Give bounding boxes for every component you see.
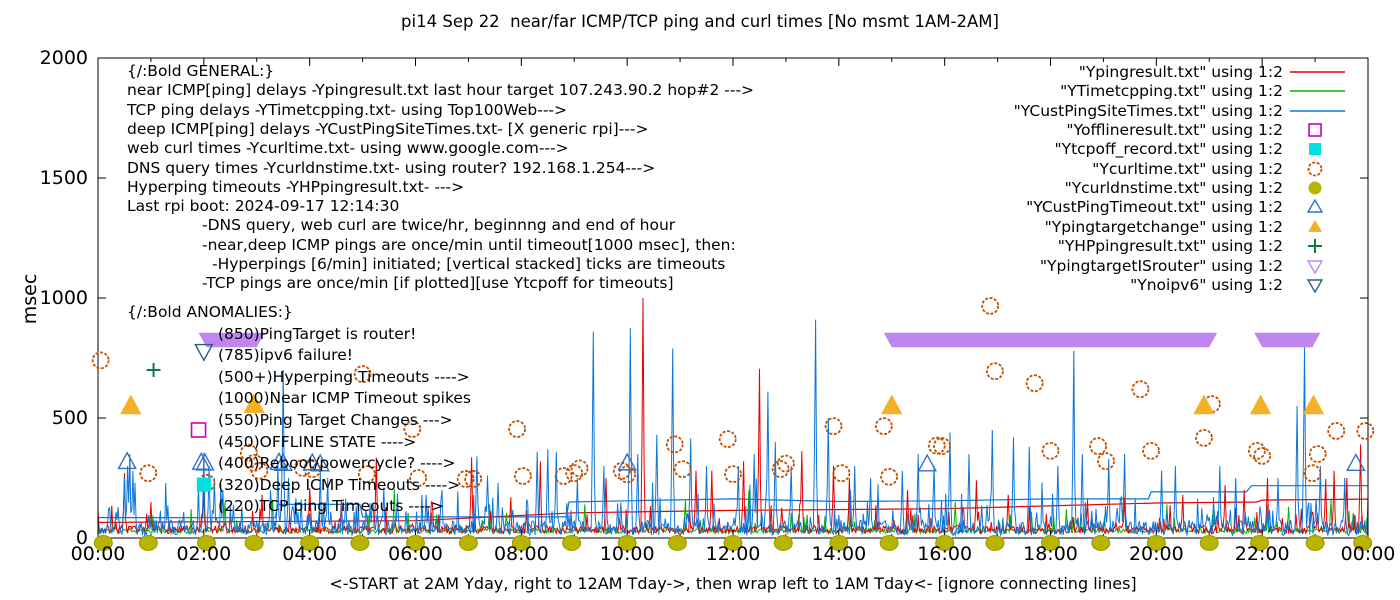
marker-curl-time	[1249, 443, 1265, 459]
marker-dns-time	[1200, 536, 1218, 551]
general-note-line: deep ICMP[ping] delays -YCustPingSiteTimes.txt- [X generic rpi]--->	[127, 119, 649, 138]
marker-tcp-timeout	[197, 478, 211, 492]
marker-dns-time	[880, 536, 898, 551]
marker-curl-time	[720, 431, 736, 447]
y-tick-label: 1000	[39, 287, 88, 309]
marker-dns-time	[459, 536, 477, 551]
marker-ping-target-change	[1304, 396, 1323, 414]
legend-label: "YpingtargetISrouter" using 1:2	[1039, 256, 1283, 275]
general-note-line: Last rpi boot: 2024-09-17 12:14:30	[127, 197, 400, 216]
x-tick-label: 22:00	[1234, 543, 1290, 565]
legend-glyph-filled-square	[1288, 139, 1350, 159]
marker-curl-time	[515, 468, 531, 484]
marker-dns-time	[563, 536, 581, 551]
y-tick-label: 500	[51, 407, 88, 429]
legend-label: "Ycurldnstime.txt" using 1:2	[1064, 179, 1283, 198]
marker-curl-time	[1196, 430, 1212, 446]
x-tick-label: 04:00	[282, 543, 338, 565]
anomaly-note-line: (400)Reboot/powercycle? ---->	[218, 454, 456, 473]
general-note-line: {/:Bold GENERAL:}	[127, 62, 275, 80]
legend-label: "YHPpingresult.txt" using 1:2	[1057, 237, 1283, 256]
marker-curl-time	[1132, 381, 1148, 397]
x-tick-label: 02:00	[176, 543, 232, 565]
band-pingtarget-is-router	[1254, 333, 1320, 347]
marker-curl-time	[93, 352, 109, 368]
legend-label: "YCustPingTimeout.txt" using 1:2	[1026, 198, 1283, 217]
marker-curl-time	[881, 469, 897, 485]
marker-deep-icmp-timeout	[919, 455, 936, 471]
marker-curl-time	[1310, 446, 1326, 462]
marker-curl-time	[1043, 443, 1059, 459]
general-note-line: -Hyperpings [6/min] initiated; [vertical stacked] ticks are timeouts	[212, 255, 726, 273]
legend-glyph-plus	[1288, 236, 1350, 256]
marker-curl-time	[509, 421, 525, 437]
legend-glyph-open-triangle-down	[1288, 256, 1350, 276]
marker-curl-time	[140, 465, 156, 481]
anomaly-note-line: (1000)Near ICMP Timeout spikes	[218, 389, 472, 408]
marker-ping-target-change	[121, 396, 140, 414]
anomaly-note-line: (220)TCP ping Timeouts ---->	[218, 497, 444, 516]
x-axis-label: <-START at 2AM Yday, right to 12AM Tday->, then wrap left to 1AM Tday<- [ignore connecting lines]	[329, 574, 1137, 593]
band-pingtarget-is-router	[884, 333, 1217, 347]
legend-glyph-filled-circle	[1288, 178, 1350, 198]
marker-ping-target-change	[1251, 396, 1270, 414]
anomaly-note-line: {/:Bold ANOMALIES:}	[127, 303, 293, 321]
x-tick-label: 12:00	[705, 543, 761, 565]
legend-glyph-open-triangle-down	[1288, 275, 1350, 295]
y-tick-label: 0	[75, 527, 88, 549]
general-note-line: near ICMP[ping] delays -Ypingresult.txt last hour target 107.243.90.2 hop#2 --->	[127, 81, 755, 100]
legend-label: "Ypingresult.txt" using 1:2	[1078, 63, 1283, 81]
legend-label: "Ycurltime.txt" using 1:2	[1092, 159, 1283, 178]
marker-dns-time	[351, 536, 369, 551]
marker-curl-time	[667, 436, 683, 452]
marker-dns-time	[1306, 536, 1324, 551]
marker-dns-time	[1092, 536, 1110, 551]
x-tick-label: 00:00	[70, 543, 126, 565]
general-note-line: web curl times -Ycurltime.txt- using www.google.com--->	[127, 139, 569, 158]
marker-curl-time	[1098, 453, 1114, 469]
marker-curl-time	[1090, 438, 1106, 454]
general-note-line: -near,deep ICMP pings are once/min until timeout[1000 msec], then:	[202, 235, 736, 254]
y-tick-label: 1500	[39, 167, 88, 189]
general-note-line: TCP ping delays -YTimetcpping.txt- using Top100Web--->	[127, 100, 568, 119]
anomaly-note-line: (550)Ping Target Changes --->	[218, 411, 453, 429]
chart-title: pi14 Sep 22 near/far ICMP/TCP ping and curl times [No msmt 1AM-2AM]	[401, 12, 999, 31]
legend-glyph-open-circle	[1288, 159, 1350, 179]
anomaly-note-line: (850)PingTarget is router!	[218, 324, 417, 343]
marker-curl-time	[1143, 443, 1159, 459]
legend-label: "YCustPingSiteTimes.txt" using 1:2	[1013, 101, 1283, 120]
legend-glyph-filled-triangle-up	[1288, 217, 1350, 237]
x-tick-label: 18:00	[1023, 543, 1078, 565]
marker-dns-time	[245, 536, 263, 551]
x-tick-label: 10:00	[599, 543, 655, 565]
legend-glyph-line	[1288, 101, 1350, 121]
legend-label: "Ynoipv6" using 1:2	[1130, 275, 1283, 294]
legend-glyph-line	[1288, 81, 1350, 101]
marker-deep-icmp-timeout	[1347, 455, 1364, 471]
anomaly-note-line: (450)OFFLINE STATE ---->	[218, 432, 417, 451]
anomaly-note-line: (785)ipv6 failure!	[218, 346, 353, 365]
marker-curl-time	[876, 418, 892, 434]
marker-curl-time	[982, 298, 998, 314]
marker-curl-time	[1357, 423, 1373, 439]
legend-glyph-open-triangle-up	[1288, 197, 1350, 217]
x-tick-label: 14:00	[811, 543, 867, 565]
marker-dns-time	[139, 536, 157, 551]
general-note-line: Hyperping timeouts -YHPpingresult.txt- --->	[127, 177, 465, 196]
marker-curl-time	[675, 461, 691, 477]
x-tick-label: 20:00	[1128, 543, 1184, 565]
x-tick-label: 08:00	[493, 543, 549, 565]
legend-label: "YTimetcpping.txt" using 1:2	[1060, 82, 1283, 101]
anomaly-note-line: (500+)Hyperping Timeouts ---->	[218, 367, 470, 386]
general-note-line: DNS query times -Ycurldnstime.txt- using router? 192.168.1.254--->	[127, 158, 656, 177]
marker-curl-time	[987, 363, 1003, 379]
legend-label: "Ypingtargetchange" using 1:2	[1044, 217, 1283, 236]
legend-label: "Yofflineresult.txt" using 1:2	[1066, 121, 1283, 140]
marker-offline-state	[192, 423, 206, 437]
general-note-line: -DNS query, web curl are twice/hr, beginnng and end of hour	[202, 216, 676, 235]
legend-glyph-open-square	[1288, 120, 1350, 140]
marker-ping-target-change	[1194, 396, 1213, 414]
marker-dns-time	[986, 536, 1004, 551]
marker-ping-target-change	[882, 396, 901, 414]
x-tick-label: 00:00	[1340, 543, 1396, 565]
marker-curl-time	[1328, 423, 1344, 439]
anomaly-note-line: (320)Deep ICMP Timeouts ---->	[218, 475, 461, 494]
marker-curl-time	[833, 465, 849, 481]
legend-label: "Ytcpoff_record.txt" using 1:2	[1054, 140, 1283, 159]
marker-curl-time	[619, 466, 635, 482]
marker-curl-time	[1304, 465, 1320, 481]
general-note-line: -TCP pings are once/min [if plotted][use Ytcpoff for timeouts]	[202, 274, 674, 293]
marker-curl-time	[1027, 375, 1043, 391]
marker-dns-time	[668, 536, 686, 551]
x-tick-label: 16:00	[917, 543, 973, 565]
y-tick-label: 2000	[39, 47, 88, 69]
x-tick-label: 06:00	[388, 543, 443, 565]
marker-dns-time	[774, 536, 792, 551]
marker-curl-time	[556, 468, 572, 484]
y-axis-label: msec	[19, 273, 41, 325]
legend-glyph-line	[1288, 62, 1350, 82]
